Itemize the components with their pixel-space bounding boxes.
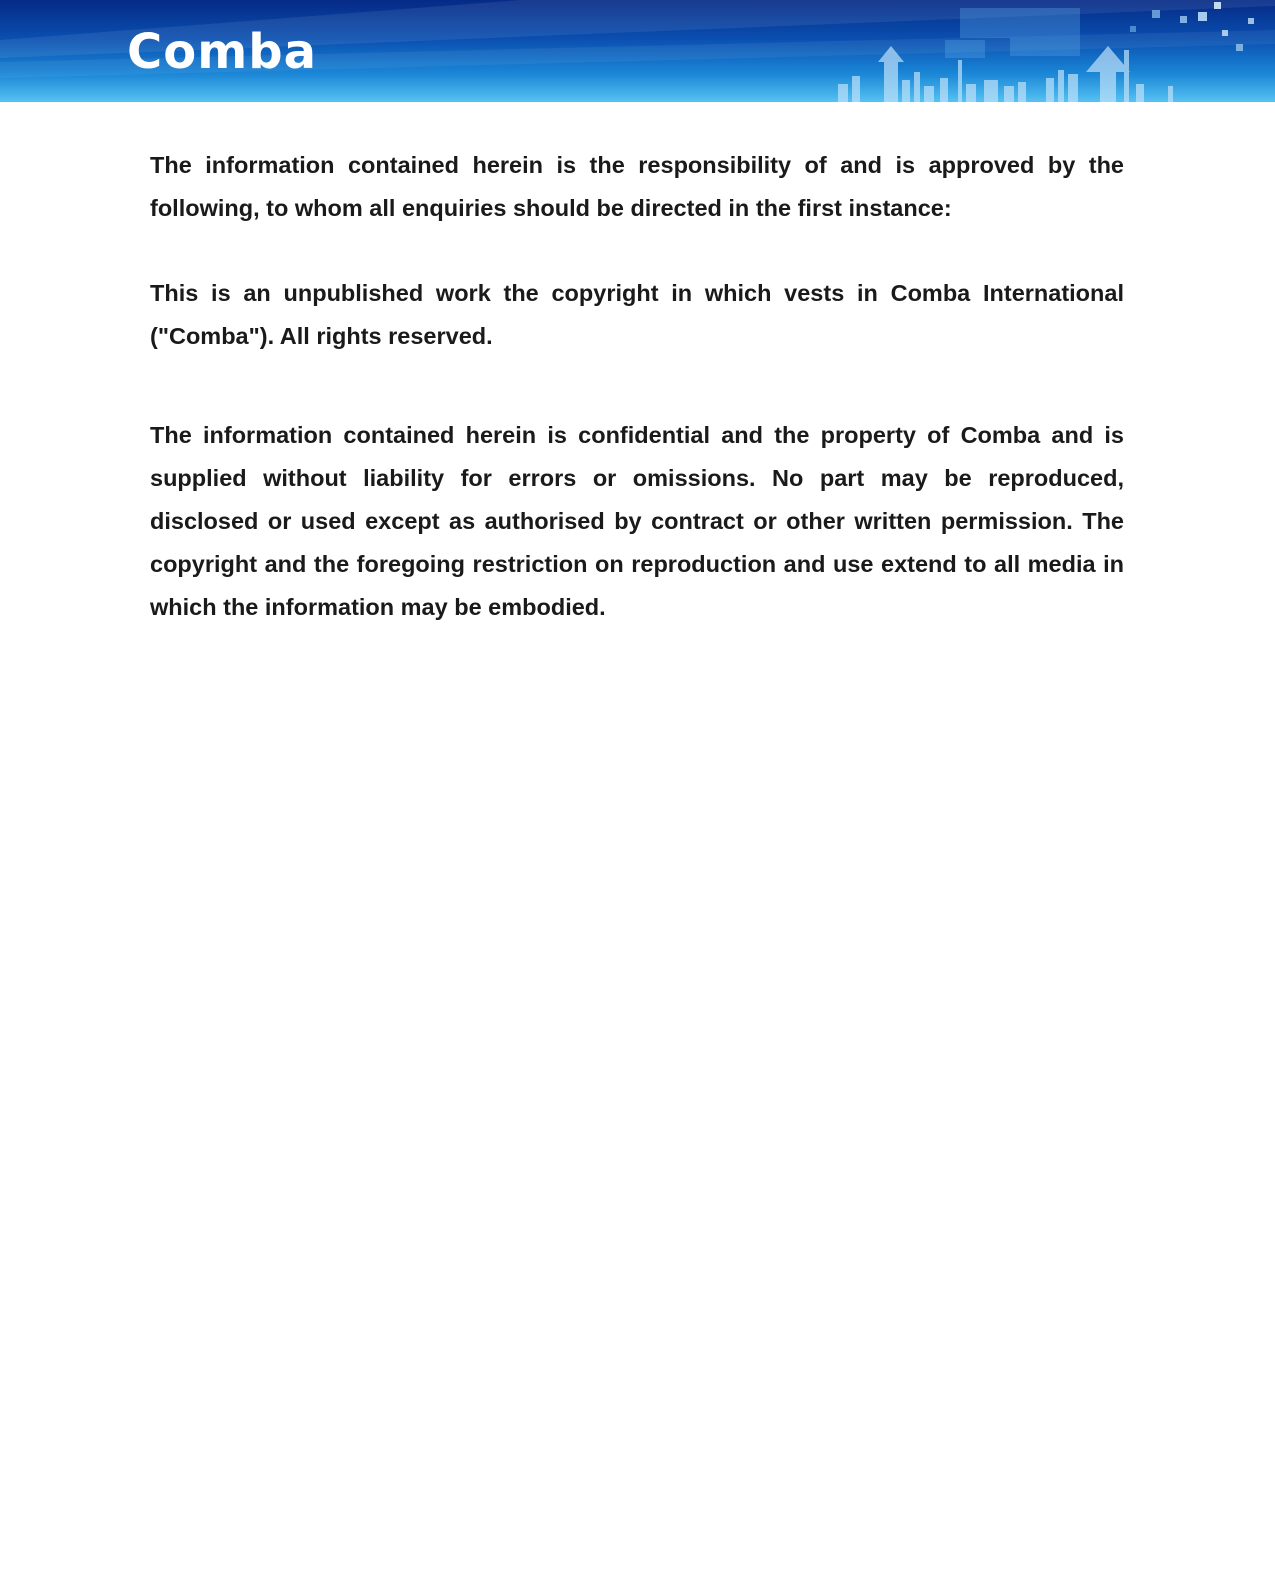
header-banner xyxy=(0,0,1275,102)
copyright-paragraph: This is an unpublished work the copyright in which vests in Comba International ("Comba"). All rights reserved. xyxy=(150,280,1124,349)
comba-logo: Comba xyxy=(127,24,317,80)
document-body xyxy=(150,144,1124,629)
responsibility-paragraph: The information contained herein is the responsibility of and is approved by the following, to whom all enquiries should be directed in the first instance: xyxy=(150,152,1124,221)
confidentiality-paragraph: The information contained herein is confidential and the property of Comba and is supplied without liability for errors or omissions. No part may be reproduced, disclosed or used except as authorised by contract or other written permission. The copyright and the foregoing restriction on reproduction and use extend to all media in which the information may be embodied. xyxy=(150,422,1124,620)
